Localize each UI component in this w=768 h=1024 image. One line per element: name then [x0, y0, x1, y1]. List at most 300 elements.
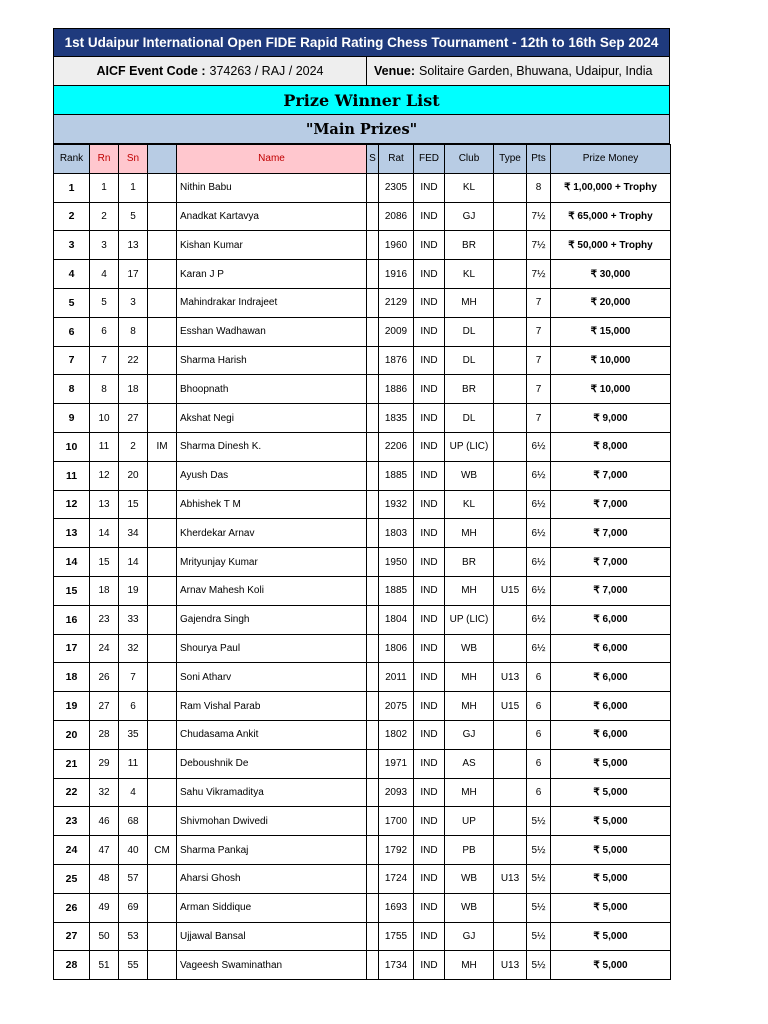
cell-rank: 21 [54, 749, 90, 778]
cell-name: Arman Siddique [177, 893, 367, 922]
cell-name: Mrityunjay Kumar [177, 548, 367, 577]
cell-title [148, 605, 177, 634]
table-header-row [54, 145, 671, 174]
cell-name: Sharma Pankaj [177, 836, 367, 865]
cell-fed: IND [414, 864, 445, 893]
cell-pts: 5½ [527, 893, 551, 922]
table-row [54, 519, 671, 548]
cell-sn: 32 [119, 634, 148, 663]
cell-club: UP (LIC) [445, 605, 494, 634]
cell-prize-money: ₹ 7,000 [551, 490, 671, 519]
cell-prize-money: ₹ 7,000 [551, 461, 671, 490]
cell-sn: 17 [119, 260, 148, 289]
cell-fed: IND [414, 634, 445, 663]
cell-club: DL [445, 317, 494, 346]
cell-pts: 6½ [527, 634, 551, 663]
cell-name: Soni Atharv [177, 663, 367, 692]
cell-prize-money: ₹ 5,000 [551, 893, 671, 922]
cell-prize-money: ₹ 1,00,000 + Trophy [551, 173, 671, 202]
cell-rating: 1971 [379, 749, 414, 778]
cell-name: Sahu Vikramaditya [177, 778, 367, 807]
table-row [54, 490, 671, 519]
cell-s [367, 605, 379, 634]
cell-rn: 15 [90, 548, 119, 577]
cell-rn: 2 [90, 202, 119, 231]
cell-fed: IND [414, 288, 445, 317]
table-row [54, 548, 671, 577]
cell-name: Vageesh Swaminathan [177, 951, 367, 980]
cell-type: U13 [494, 951, 527, 980]
cell-type [494, 288, 527, 317]
cell-type [494, 260, 527, 289]
cell-pts: 6½ [527, 548, 551, 577]
table-row [54, 202, 671, 231]
cell-club: WB [445, 893, 494, 922]
table-row [54, 231, 671, 260]
cell-rank: 25 [54, 864, 90, 893]
cell-s [367, 893, 379, 922]
cell-club: MH [445, 692, 494, 721]
table-body [54, 173, 671, 979]
cell-name: Aharsi Ghosh [177, 864, 367, 893]
cell-club: KL [445, 260, 494, 289]
column-header-s: S [367, 145, 379, 174]
cell-rating: 1803 [379, 519, 414, 548]
cell-rating: 2129 [379, 288, 414, 317]
cell-rn: 3 [90, 231, 119, 260]
cell-pts: 5½ [527, 951, 551, 980]
cell-type [494, 893, 527, 922]
cell-prize-money: ₹ 9,000 [551, 404, 671, 433]
table-row [54, 317, 671, 346]
cell-title [148, 346, 177, 375]
cell-s [367, 864, 379, 893]
cell-pts: 5½ [527, 836, 551, 865]
cell-sn: 34 [119, 519, 148, 548]
cell-club: AS [445, 749, 494, 778]
cell-sn: 68 [119, 807, 148, 836]
cell-rating: 2305 [379, 173, 414, 202]
cell-fed: IND [414, 260, 445, 289]
cell-prize-money: ₹ 30,000 [551, 260, 671, 289]
cell-name: Bhoopnath [177, 375, 367, 404]
cell-title [148, 692, 177, 721]
cell-pts: 5½ [527, 864, 551, 893]
cell-club: WB [445, 864, 494, 893]
cell-pts: 5½ [527, 807, 551, 836]
cell-rank: 3 [54, 231, 90, 260]
cell-prize-money: ₹ 6,000 [551, 692, 671, 721]
cell-rn: 12 [90, 461, 119, 490]
cell-title [148, 893, 177, 922]
cell-pts: 7½ [527, 202, 551, 231]
cell-s [367, 807, 379, 836]
table-row [54, 634, 671, 663]
event-info-row [53, 57, 670, 86]
table-row [54, 922, 671, 951]
cell-title [148, 404, 177, 433]
cell-fed: IND [414, 893, 445, 922]
cell-s [367, 634, 379, 663]
prize-sheet [53, 28, 670, 980]
cell-title: CM [148, 836, 177, 865]
cell-rank: 9 [54, 404, 90, 433]
cell-fed: IND [414, 576, 445, 605]
cell-s [367, 231, 379, 260]
cell-rating: 2206 [379, 432, 414, 461]
cell-type [494, 202, 527, 231]
cell-type [494, 375, 527, 404]
cell-club: MH [445, 288, 494, 317]
cell-s [367, 461, 379, 490]
cell-s [367, 548, 379, 577]
cell-name: Sharma Harish [177, 346, 367, 375]
cell-name: Kherdekar Arnav [177, 519, 367, 548]
cell-s [367, 749, 379, 778]
cell-title [148, 231, 177, 260]
cell-sn: 27 [119, 404, 148, 433]
column-header-title [148, 145, 177, 174]
cell-name: Kishan Kumar [177, 231, 367, 260]
cell-fed: IND [414, 404, 445, 433]
event-code-label: AICF Event Code : [96, 64, 206, 78]
table-row [54, 749, 671, 778]
cell-rank: 6 [54, 317, 90, 346]
cell-name: Mahindrakar Indrajeet [177, 288, 367, 317]
cell-s [367, 692, 379, 721]
cell-sn: 15 [119, 490, 148, 519]
cell-title [148, 202, 177, 231]
cell-type: U15 [494, 692, 527, 721]
cell-club: BR [445, 231, 494, 260]
cell-pts: 5½ [527, 922, 551, 951]
cell-prize-money: ₹ 8,000 [551, 432, 671, 461]
cell-sn: 5 [119, 202, 148, 231]
cell-fed: IND [414, 951, 445, 980]
cell-type [494, 836, 527, 865]
cell-prize-money: ₹ 15,000 [551, 317, 671, 346]
cell-type: U13 [494, 663, 527, 692]
cell-rating: 1806 [379, 634, 414, 663]
cell-rn: 32 [90, 778, 119, 807]
cell-club: MH [445, 778, 494, 807]
cell-rank: 24 [54, 836, 90, 865]
cell-sn: 40 [119, 836, 148, 865]
cell-name: Sharma Dinesh K. [177, 432, 367, 461]
cell-pts: 6½ [527, 576, 551, 605]
cell-name: Ujjawal Bansal [177, 922, 367, 951]
cell-type [494, 231, 527, 260]
cell-title [148, 461, 177, 490]
cell-pts: 6½ [527, 605, 551, 634]
venue-cell [367, 57, 669, 85]
cell-sn: 4 [119, 778, 148, 807]
cell-s [367, 260, 379, 289]
event-code-value: 374263 / RAJ / 2024 [209, 64, 324, 78]
cell-rn: 50 [90, 922, 119, 951]
cell-rn: 29 [90, 749, 119, 778]
cell-name: Shourya Paul [177, 634, 367, 663]
cell-type [494, 461, 527, 490]
cell-sn: 33 [119, 605, 148, 634]
cell-prize-money: ₹ 6,000 [551, 605, 671, 634]
cell-rn: 51 [90, 951, 119, 980]
cell-s [367, 720, 379, 749]
cell-rating: 1916 [379, 260, 414, 289]
cell-club: KL [445, 173, 494, 202]
cell-fed: IND [414, 720, 445, 749]
table-row [54, 432, 671, 461]
cell-rn: 8 [90, 375, 119, 404]
cell-rn: 18 [90, 576, 119, 605]
column-header-rn: Rn [90, 145, 119, 174]
cell-sn: 11 [119, 749, 148, 778]
cell-pts: 8 [527, 173, 551, 202]
cell-prize-money: ₹ 50,000 + Trophy [551, 231, 671, 260]
cell-sn: 19 [119, 576, 148, 605]
cell-prize-money: ₹ 6,000 [551, 634, 671, 663]
table-row [54, 663, 671, 692]
table-row [54, 605, 671, 634]
cell-rating: 1700 [379, 807, 414, 836]
cell-sn: 1 [119, 173, 148, 202]
cell-type [494, 346, 527, 375]
table-row [54, 173, 671, 202]
cell-sn: 2 [119, 432, 148, 461]
cell-rating: 2075 [379, 692, 414, 721]
cell-prize-money: ₹ 5,000 [551, 864, 671, 893]
cell-rn: 1 [90, 173, 119, 202]
cell-rank: 8 [54, 375, 90, 404]
cell-rating: 1960 [379, 231, 414, 260]
cell-rating: 1885 [379, 576, 414, 605]
cell-rn: 6 [90, 317, 119, 346]
cell-rank: 17 [54, 634, 90, 663]
cell-type [494, 634, 527, 663]
cell-prize-money: ₹ 20,000 [551, 288, 671, 317]
cell-rating: 1755 [379, 922, 414, 951]
cell-rating: 1876 [379, 346, 414, 375]
cell-sn: 55 [119, 951, 148, 980]
cell-rating: 1835 [379, 404, 414, 433]
cell-prize-money: ₹ 10,000 [551, 375, 671, 404]
cell-name: Karan J P [177, 260, 367, 289]
cell-pts: 7½ [527, 231, 551, 260]
cell-rank: 10 [54, 432, 90, 461]
cell-fed: IND [414, 231, 445, 260]
cell-rating: 1802 [379, 720, 414, 749]
column-header-rank: Rank [54, 145, 90, 174]
cell-sn: 18 [119, 375, 148, 404]
cell-rn: 4 [90, 260, 119, 289]
cell-rn: 7 [90, 346, 119, 375]
column-header-sn: Sn [119, 145, 148, 174]
cell-type [494, 922, 527, 951]
cell-pts: 6 [527, 692, 551, 721]
cell-pts: 6 [527, 720, 551, 749]
cell-s [367, 173, 379, 202]
cell-club: MH [445, 576, 494, 605]
cell-rating: 2011 [379, 663, 414, 692]
cell-fed: IND [414, 375, 445, 404]
cell-title [148, 317, 177, 346]
cell-rn: 47 [90, 836, 119, 865]
cell-pts: 7 [527, 404, 551, 433]
table-row [54, 807, 671, 836]
cell-pts: 6½ [527, 490, 551, 519]
cell-prize-money: ₹ 7,000 [551, 519, 671, 548]
cell-club: DL [445, 404, 494, 433]
cell-sn: 35 [119, 720, 148, 749]
table-row [54, 720, 671, 749]
cell-pts: 7 [527, 346, 551, 375]
cell-pts: 7 [527, 317, 551, 346]
table-row [54, 461, 671, 490]
cell-sn: 57 [119, 864, 148, 893]
cell-club: GJ [445, 202, 494, 231]
cell-rn: 28 [90, 720, 119, 749]
cell-rating: 1734 [379, 951, 414, 980]
cell-type [494, 519, 527, 548]
cell-rank: 14 [54, 548, 90, 577]
cell-prize-money: ₹ 6,000 [551, 663, 671, 692]
cell-club: MH [445, 951, 494, 980]
cell-name: Nithin Babu [177, 173, 367, 202]
cell-sn: 6 [119, 692, 148, 721]
cell-title [148, 173, 177, 202]
cell-sn: 22 [119, 346, 148, 375]
cell-title [148, 519, 177, 548]
cell-rating: 2093 [379, 778, 414, 807]
cell-rn: 48 [90, 864, 119, 893]
cell-fed: IND [414, 692, 445, 721]
cell-sn: 14 [119, 548, 148, 577]
cell-fed: IND [414, 346, 445, 375]
cell-name: Deboushnik De [177, 749, 367, 778]
cell-prize-money: ₹ 5,000 [551, 951, 671, 980]
cell-club: MH [445, 663, 494, 692]
cell-club: WB [445, 461, 494, 490]
cell-rn: 5 [90, 288, 119, 317]
cell-type [494, 720, 527, 749]
cell-fed: IND [414, 548, 445, 577]
cell-title [148, 548, 177, 577]
column-header-fed: FED [414, 145, 445, 174]
cell-club: DL [445, 346, 494, 375]
cell-s [367, 576, 379, 605]
cell-rn: 46 [90, 807, 119, 836]
cell-s [367, 951, 379, 980]
cell-rank: 23 [54, 807, 90, 836]
cell-pts: 6½ [527, 519, 551, 548]
cell-rank: 12 [54, 490, 90, 519]
cell-s [367, 778, 379, 807]
cell-club: BR [445, 375, 494, 404]
cell-fed: IND [414, 173, 445, 202]
cell-type: U13 [494, 864, 527, 893]
cell-title [148, 778, 177, 807]
cell-name: Arnav Mahesh Koli [177, 576, 367, 605]
cell-rank: 18 [54, 663, 90, 692]
cell-s [367, 663, 379, 692]
cell-club: GJ [445, 720, 494, 749]
cell-prize-money: ₹ 65,000 + Trophy [551, 202, 671, 231]
cell-club: WB [445, 634, 494, 663]
cell-title [148, 260, 177, 289]
cell-pts: 6 [527, 778, 551, 807]
cell-rating: 1792 [379, 836, 414, 865]
cell-name: Esshan Wadhawan [177, 317, 367, 346]
table-row [54, 288, 671, 317]
cell-pts: 6 [527, 663, 551, 692]
table-row [54, 692, 671, 721]
cell-rating: 1932 [379, 490, 414, 519]
table-row [54, 778, 671, 807]
cell-type [494, 778, 527, 807]
cell-title [148, 490, 177, 519]
cell-name: Abhishek T M [177, 490, 367, 519]
cell-sn: 3 [119, 288, 148, 317]
cell-club: GJ [445, 922, 494, 951]
cell-prize-money: ₹ 5,000 [551, 836, 671, 865]
cell-title: IM [148, 432, 177, 461]
cell-fed: IND [414, 490, 445, 519]
cell-club: UP [445, 807, 494, 836]
cell-sn: 53 [119, 922, 148, 951]
cell-s [367, 202, 379, 231]
cell-s [367, 836, 379, 865]
cell-rank: 2 [54, 202, 90, 231]
cell-prize-money: ₹ 5,000 [551, 922, 671, 951]
cell-rank: 7 [54, 346, 90, 375]
cell-type [494, 490, 527, 519]
cell-rn: 49 [90, 893, 119, 922]
cell-type [494, 807, 527, 836]
cell-rank: 22 [54, 778, 90, 807]
cell-type [494, 173, 527, 202]
cell-pts: 7 [527, 288, 551, 317]
cell-rating: 1724 [379, 864, 414, 893]
column-header-type: Type [494, 145, 527, 174]
cell-s [367, 375, 379, 404]
page-title: Prize Winner List [53, 86, 670, 115]
table-row [54, 893, 671, 922]
cell-s [367, 404, 379, 433]
cell-rating: 1693 [379, 893, 414, 922]
cell-sn: 8 [119, 317, 148, 346]
cell-fed: IND [414, 317, 445, 346]
table-row [54, 375, 671, 404]
cell-prize-money: ₹ 7,000 [551, 576, 671, 605]
cell-club: MH [445, 519, 494, 548]
cell-sn: 13 [119, 231, 148, 260]
cell-type [494, 605, 527, 634]
cell-rn: 27 [90, 692, 119, 721]
cell-fed: IND [414, 202, 445, 231]
cell-name: Ram Vishal Parab [177, 692, 367, 721]
cell-sn: 7 [119, 663, 148, 692]
cell-sn: 20 [119, 461, 148, 490]
cell-s [367, 432, 379, 461]
table-row [54, 864, 671, 893]
cell-fed: IND [414, 605, 445, 634]
cell-rating: 2009 [379, 317, 414, 346]
cell-pts: 6 [527, 749, 551, 778]
cell-rank: 27 [54, 922, 90, 951]
cell-title [148, 807, 177, 836]
cell-rn: 24 [90, 634, 119, 663]
table-row [54, 404, 671, 433]
